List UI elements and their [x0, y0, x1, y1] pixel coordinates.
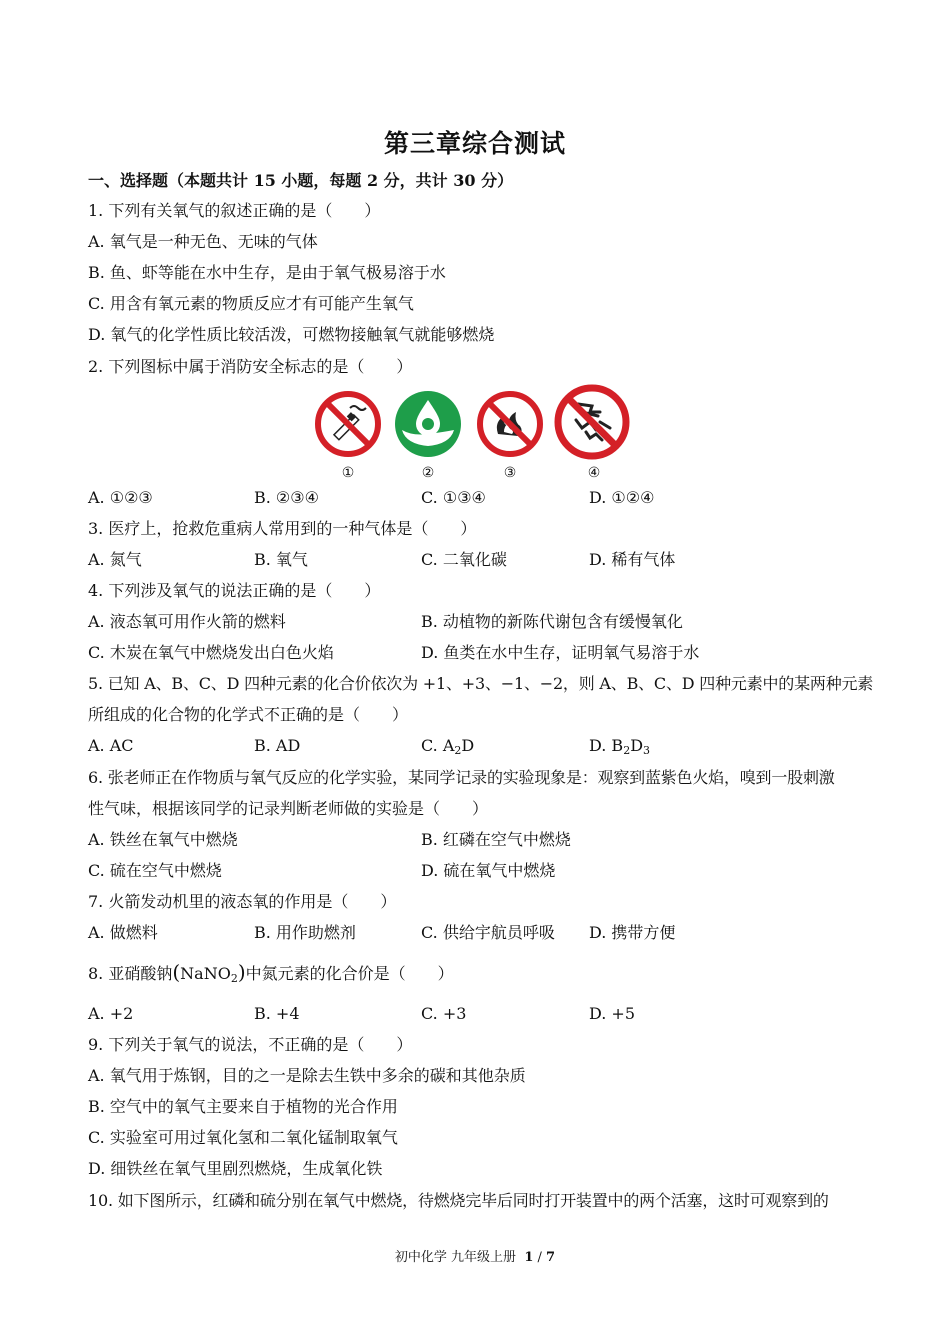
q4-option-c: C. 木炭在氧气中燃烧发出白色火焰: [88, 643, 334, 662]
no-fire-icon: [476, 390, 544, 458]
q3-option-d: D. 稀有气体: [589, 550, 676, 569]
question-7-stem: 7. 火箭发动机里的液态氧的作用是（ ）: [88, 892, 397, 911]
question-10-stem: 10. 如下图所示，红磷和硫分别在氧气中燃烧，待燃烧完毕后同时打开装置中的两个活塞，这时可观察到的: [88, 1191, 829, 1210]
water-saving-icon: [394, 390, 462, 458]
q6-option-b: B. 红磷在空气中燃烧: [421, 830, 571, 849]
q5-option-a: A. AC: [88, 736, 134, 755]
question-6-stem-line1: 6. 张老师正在作物质与氧气反应的化学实验，某同学记录的实验现象是：观察到蓝紫色火焰，嗅到一股刺激: [88, 768, 835, 787]
nano2-formula: NaNO: [180, 964, 231, 983]
page-footer: 初中化学 九年级上册 1 / 7: [394, 1250, 556, 1265]
q4-option-b: B. 动植物的新陈代谢包含有缓慢氧化: [421, 612, 683, 631]
q7-option-b: B. 用作助燃剂: [254, 923, 356, 942]
q9-option-b: B. 空气中的氧气主要来自于植物的光合作用: [88, 1097, 398, 1116]
question-8-stem: 8. 亚硝酸钠(NaNO$_2$)中氮元素的化合价是（ ）: [88, 960, 454, 985]
sign-3: [474, 390, 546, 482]
q8-option-a: A. +2: [88, 1004, 134, 1023]
q3-option-b: B. 氧气: [254, 550, 308, 569]
question-3-stem: 3. 医疗上，抢救危重病人常用到的一种气体是（ ）: [88, 519, 477, 538]
footer-page-total: 7: [546, 1250, 556, 1265]
q1-option-a: A. 氧气是一种无色、无味的气体: [88, 232, 318, 251]
sign-1: [312, 390, 384, 482]
footer-course: 初中化学 九年级上册: [394, 1250, 517, 1265]
q6-option-d: D. 硫在氧气中燃烧: [421, 861, 556, 880]
question-4-stem: 4. 下列涉及氧气的说法正确的是（ ）: [88, 581, 381, 600]
q9-option-d: D. 细铁丝在氧气里剧烈燃烧，生成氧化铁: [88, 1159, 383, 1178]
sign-4-number: ④: [587, 465, 601, 481]
q5-option-d: D. $B_2D_3$: [589, 736, 651, 757]
q8-option-c: C. +3: [421, 1004, 467, 1023]
no-smoking-icon: [314, 390, 382, 458]
q2-option-c: C. ①③④: [421, 488, 486, 507]
q8-option-b: B. +4: [254, 1004, 300, 1023]
sign-2: [392, 390, 464, 482]
q3-option-a: A. 氮气: [88, 550, 142, 569]
sign-1-number: ①: [341, 465, 355, 481]
page-title: 第三章综合测试: [383, 129, 566, 158]
q3-option-c: C. 二氧化碳: [421, 550, 507, 569]
question-5-stem-line2: 所组成的化合物的化学式不正确的是（ ）: [88, 705, 409, 724]
q2-option-a: A. ①②③: [88, 488, 153, 507]
q2-option-d: D. ①②④: [589, 488, 655, 507]
safety-sign-figure: [312, 390, 642, 482]
q4-option-a: A. 液态氧可用作火箭的燃料: [88, 612, 286, 631]
question-6-stem-line2: 性气味，根据该同学的记录判断老师做的实验是（ ）: [88, 799, 489, 818]
question-9-stem: 9. 下列关于氧气的说法，不正确的是（ ）: [88, 1035, 413, 1054]
q5-option-b: B. AD: [254, 736, 301, 755]
no-litter-icon: [552, 382, 632, 462]
question-5-stem-line1: 5. 已知 A、B、C、D 四种元素的化合价依次为 +1、+3、−1、−2，则 A、B、C、D 四种元素中的某两种元素: [88, 674, 874, 693]
question-1-stem: 1. 下列有关氧气的叙述正确的是（ ）: [88, 201, 381, 220]
q1-option-d: D. 氧气的化学性质比较活泼，可燃物接触氧气就能够燃烧: [88, 325, 495, 344]
sign-2-number: ②: [421, 465, 435, 481]
q9-option-a: A. 氧气用于炼钢，目的之一是除去生铁中多余的碳和其他杂质: [88, 1066, 526, 1085]
question-2-stem: 2. 下列图标中属于消防安全标志的是（ ）: [88, 357, 413, 376]
q8-option-d: D. +5: [589, 1004, 636, 1023]
q7-option-d: D. 携带方便: [589, 923, 676, 942]
q1-option-c: C. 用含有氧元素的物质反应才有可能产生氧气: [88, 294, 414, 313]
sign-4: [558, 390, 630, 482]
q7-option-a: A. 做燃料: [88, 923, 158, 942]
q1-option-b: B. 鱼、虾等能在水中生存，是由于氧气极易溶于水: [88, 263, 446, 282]
q7-option-c: C. 供给宇航员呼吸: [421, 923, 555, 942]
section-heading: 一、选择题（本题共计 15 小题，每题 2 分，共计 30 分）: [88, 171, 514, 190]
q6-option-a: A. 铁丝在氧气中燃烧: [88, 830, 238, 849]
q6-option-c: C. 硫在空气中燃烧: [88, 861, 222, 880]
footer-page-number: 1: [524, 1250, 534, 1265]
q2-option-b: B. ②③④: [254, 488, 319, 507]
q9-option-c: C. 实验室可用过氧化氢和二氧化锰制取氧气: [88, 1128, 398, 1147]
q5-option-c: C. $A_2D$: [421, 736, 475, 757]
sign-3-number: ③: [503, 465, 517, 481]
q4-option-d: D. 鱼类在水中生存，证明氧气易溶于水: [421, 643, 700, 662]
